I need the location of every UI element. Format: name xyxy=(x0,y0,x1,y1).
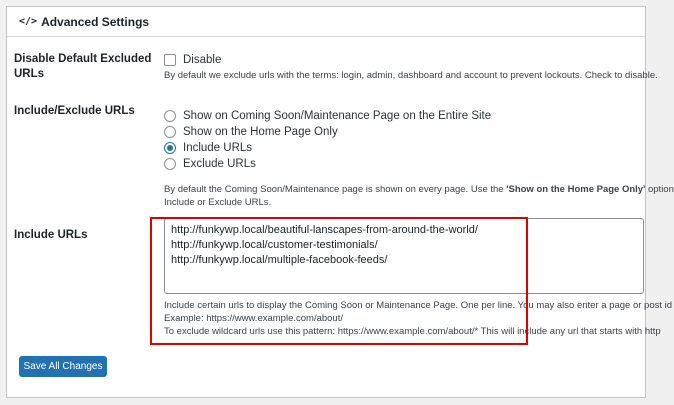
code-icon: </> xyxy=(19,16,38,27)
disable-excluded-label: Disable Default Excluded URLs xyxy=(14,53,152,80)
radio-option-entire-site[interactable] xyxy=(164,108,674,124)
disable-excluded-description: By default we exclude urls with the terms: login, admin, dashboard and account to prevent lockouts. Check to disable. xyxy=(164,70,658,81)
include-urls-help xyxy=(164,299,672,338)
disable-checkbox-label[interactable]: Disable xyxy=(183,54,222,66)
include-urls-textarea[interactable] xyxy=(164,218,644,294)
radio-include-urls[interactable] xyxy=(164,142,176,154)
panel-title: Advanced Settings xyxy=(41,14,150,29)
disable-excluded-field xyxy=(164,52,658,82)
radio-entire-site-label[interactable]: Show on Coming Soon/Maintenance Page on the Entire Site xyxy=(183,110,492,122)
radio-exclude-urls-label[interactable]: Exclude URLs xyxy=(183,158,256,170)
radio-include-urls-label[interactable]: Include URLs xyxy=(183,142,253,154)
include-exclude-description-2: Include or Exclude URLs. xyxy=(164,197,272,208)
url-line: http://funkywp.local/customer-testimonials/ xyxy=(171,239,378,251)
radio-exclude-urls[interactable] xyxy=(164,158,176,170)
include-exclude-desc-bold: 'Show on the Home Page Only' xyxy=(506,184,646,195)
url-line: http://funkywp.local/multiple-facebook-feeds/ xyxy=(171,254,388,266)
include-urls-help-1: Include certain urls to display the Coming Soon or Maintenance Page. One per line. You may also enter a page or post id xyxy=(164,300,673,311)
include-exclude-options xyxy=(164,108,674,209)
url-line: http://funkywp.local/beautiful-lanscapes-from-around-the-world/ xyxy=(171,224,478,236)
include-exclude-desc-post: option xyxy=(645,184,674,195)
save-all-changes-button[interactable]: Save All Changes xyxy=(19,356,107,377)
disable-checkbox-row[interactable] xyxy=(164,52,658,68)
radio-option-home-page[interactable] xyxy=(164,124,674,140)
include-exclude-description xyxy=(164,183,674,196)
include-exclude-label: Include/Exclude URLs xyxy=(14,105,135,117)
include-urls-help-3: To exclude wildcard urls use this pattern: https://www.example.com/about/* This will include any url that starts with http xyxy=(164,326,661,337)
include-exclude-desc-pre: By default the Coming Soon/Maintenance page is shown on every page. Use the xyxy=(164,184,507,195)
include-urls-help-2: Example: https://www.example.com/about/ xyxy=(164,313,343,324)
radio-entire-site[interactable] xyxy=(164,110,176,122)
include-urls-label: Include URLs xyxy=(14,229,88,241)
radio-option-include-urls[interactable] xyxy=(164,140,674,156)
radio-home-page[interactable] xyxy=(164,126,176,138)
radio-option-exclude-urls[interactable] xyxy=(164,156,674,172)
disable-checkbox[interactable] xyxy=(164,54,176,66)
panel-header xyxy=(7,7,645,37)
radio-home-page-label[interactable]: Show on the Home Page Only xyxy=(183,126,338,138)
